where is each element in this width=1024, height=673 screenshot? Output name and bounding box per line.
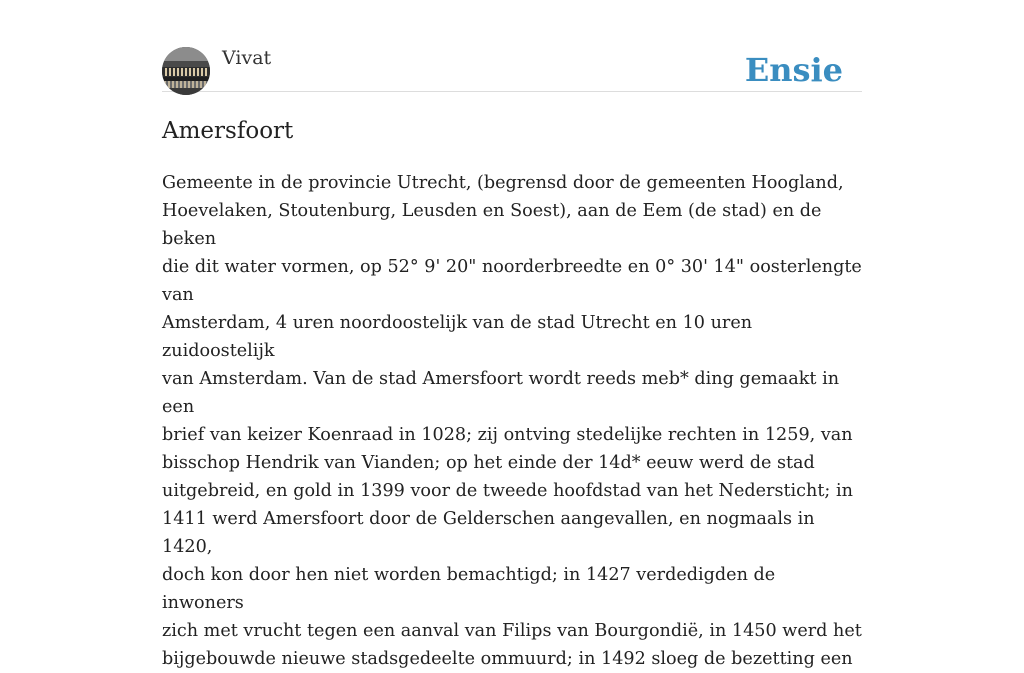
body-line: zich met vrucht tegen een aanval van Filips van Bourgondië, in 1450 werd het xyxy=(162,621,862,641)
header xyxy=(162,0,862,92)
body-line: van Amsterdam. Van de stad Amersfoort wordt reeds meb* ding gemaakt in een xyxy=(162,369,840,417)
body-line: Gemeente in de provincie Utrecht, (begrensd door de gemeenten Hoogland, xyxy=(162,173,844,193)
body-line: Hoevelaken, Stoutenburg, Leusden en Soest), aan de Eem (de stad) en de beken xyxy=(162,201,822,249)
body-line: brief van keizer Koenraad in 1028; zij ontving stedelijke rechten in 1259, van xyxy=(162,425,853,445)
avatar-photo-icon xyxy=(162,47,210,95)
body-line: uitgebreid, en gold in 1399 voor de tweede hoofdstad van het Nedersticht; in xyxy=(162,481,853,501)
body-line: bisschop Hendrik van Vianden; op het einde der 14d* eeuw werd de stad xyxy=(162,453,815,473)
author-avatar[interactable] xyxy=(162,47,210,95)
brand-logo[interactable]: Ensie xyxy=(744,51,843,89)
body-line: Amsterdam, 4 uren noordoostelijk van de stad Utrecht en 10 uren zuidoostelijk xyxy=(162,313,753,361)
body-line: doch kon door hen niet worden bemachtigd; in 1427 verdedigden de inwoners xyxy=(162,565,776,613)
body-line: die dit water vormen, op 52° 9' 20" noorderbreedte en 0° 30' 14" oosterlengte van xyxy=(162,257,862,305)
article-title: Amersfoort xyxy=(162,118,294,144)
article-body xyxy=(162,169,862,673)
author-name[interactable]: Vivat xyxy=(222,47,272,69)
body-line: 1411 werd Amersfoort door de Gelderschen aangevallen, en nogmaals in 1420, xyxy=(162,509,815,557)
body-line: bijgebouwde nieuwe stadsgedeelte ommuurd; in 1492 sloeg de bezetting een xyxy=(162,649,853,669)
